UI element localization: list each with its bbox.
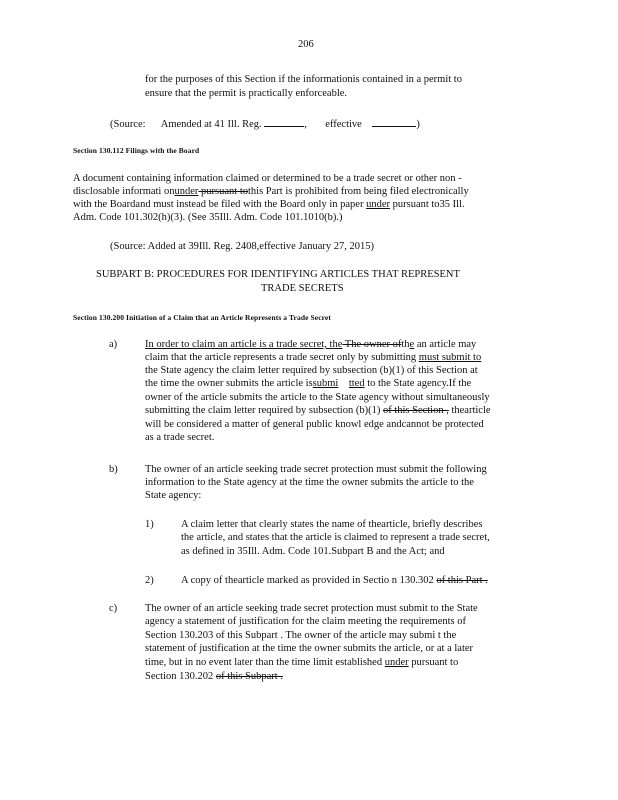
text-run: to the State agency.If the [364, 378, 472, 389]
body-line: State agency: [145, 490, 202, 501]
body-line: as defined in 35Ill. Adm. Code 101.Subpart B and the Act; and [181, 546, 445, 557]
deleted-text: of this Part . [436, 575, 488, 586]
text-run: pursuant to35 Ill. [389, 199, 465, 210]
body-line: owner of the article submits the article to the State agency without simultaneously [145, 392, 490, 403]
deleted-text: of this Subpart . [215, 671, 283, 682]
body-line [145, 338, 476, 351]
body-line [145, 351, 481, 364]
text-run: an article may [414, 339, 477, 350]
comma: , [304, 119, 307, 130]
body-line: The owner of an article seeking trade secret protection must submit the following [145, 464, 487, 475]
body-line [145, 670, 283, 683]
text-run: submitting the claim letter required by subsection (b)(1) [145, 405, 383, 416]
reg-blank [264, 116, 304, 127]
inserted-text: In order to claim an article is a trade secret, the [145, 339, 343, 350]
section-heading: Section 130.200 Initiation of a Claim that an Article Represents a Trade Secret [73, 313, 331, 322]
text-run: the time the owner submits the article is [145, 378, 313, 389]
effective-blank [372, 116, 416, 127]
body-line: as a trade secret. [145, 432, 215, 443]
body-line: the State agency the claim letter required by subsection (b)(1) of this Section at [145, 365, 478, 376]
inserted-text: tted [348, 378, 365, 389]
close-paren: ) [416, 119, 420, 130]
subpart-line: SUBPART B: PROCEDURES FOR IDENTIFYING ARTICLES THAT REPRESENT [96, 269, 460, 280]
body-line: the article, and states that the article is claimed to represent a trade secret, [181, 532, 490, 543]
section-heading: Section 130.112 Filings with the Board [73, 146, 200, 155]
body-line [73, 185, 469, 198]
item-label: 1) [145, 519, 154, 530]
page-number: 206 [298, 39, 314, 50]
source-note: (Source: Added at 39Ill. Reg. 2408,effective January 27, 2015) [110, 241, 374, 252]
body-line: agency a statement of justification for the claim meeting the requirements of [145, 616, 467, 627]
body-line: Section 130.203 of this Subpart . The owner of the article may submi t the [145, 630, 457, 641]
body-line: The owner of an article seeking trade secret protection must submit to the State [145, 603, 478, 614]
paragraph-label: b) [109, 464, 118, 475]
source-note [110, 116, 420, 131]
text-run: this Part is prohibited from being filed electronically [247, 186, 469, 197]
effective-label: effective [325, 119, 362, 130]
text-run: pursuant to [408, 657, 459, 668]
deleted-text: of this Section , [382, 405, 449, 416]
inserted-text: under [366, 199, 390, 210]
body-line [145, 404, 491, 417]
text-run: A copy of thearticle marked as provided in Sectio n 130.302 [181, 575, 437, 586]
body-line [73, 198, 465, 211]
paragraph-label: a) [109, 339, 118, 350]
inserted-text: must submit to [418, 352, 482, 363]
source-label: (Source: [110, 119, 146, 130]
inserted-text: e [409, 339, 415, 350]
body-line: will be considered a matter of general public knowl edge andcannot be protected [145, 419, 484, 430]
body-line: A claim letter that clearly states the name of thearticle, briefly describes [181, 519, 483, 530]
body-line: information to the State agency at the time the owner submits the article to the [145, 477, 474, 488]
text-run: th [401, 339, 410, 350]
intro-line: ensure that the permit is practically enforceable. [145, 88, 348, 99]
deleted-text: pursuant to [198, 186, 248, 197]
text-run: disclosable informati on [73, 186, 175, 197]
subpart-line: TRADE SECRETS [261, 283, 344, 294]
paragraph-label: c) [109, 603, 118, 614]
text-run: thearticle [448, 405, 491, 416]
text-run [338, 378, 349, 389]
item-label: 2) [145, 575, 154, 586]
text-run: with the Boardand must instead be filed with the Board only in paper [73, 199, 367, 210]
text-run: time, but in no event later than the time limit established [145, 657, 385, 668]
body-line [145, 377, 471, 390]
text-run: Section 130.202 [145, 671, 216, 682]
amended-text: Amended at 41 Ill. Reg. [160, 119, 262, 130]
inserted-text: submi [312, 378, 339, 389]
body-line: A document containing information claimed or determined to be a trade secret or other non - [73, 173, 462, 184]
body-line [145, 656, 458, 669]
body-line: statement of justification at the time the owner submits the article, or at a later [145, 643, 474, 654]
body-line: Adm. Code 101.302(h)(3). (See 35Ill. Adm. Code 101.1010(b).) [73, 212, 343, 223]
inserted-text: under [174, 186, 199, 197]
inserted-text: under [384, 657, 409, 668]
body-line [181, 574, 488, 587]
text-run: claim that the article represents a trade secret only by submitting [145, 352, 419, 363]
deleted-text: The owner of [342, 339, 402, 350]
intro-line: for the purposes of this Section if the informationis contained in a permit to [145, 74, 462, 85]
